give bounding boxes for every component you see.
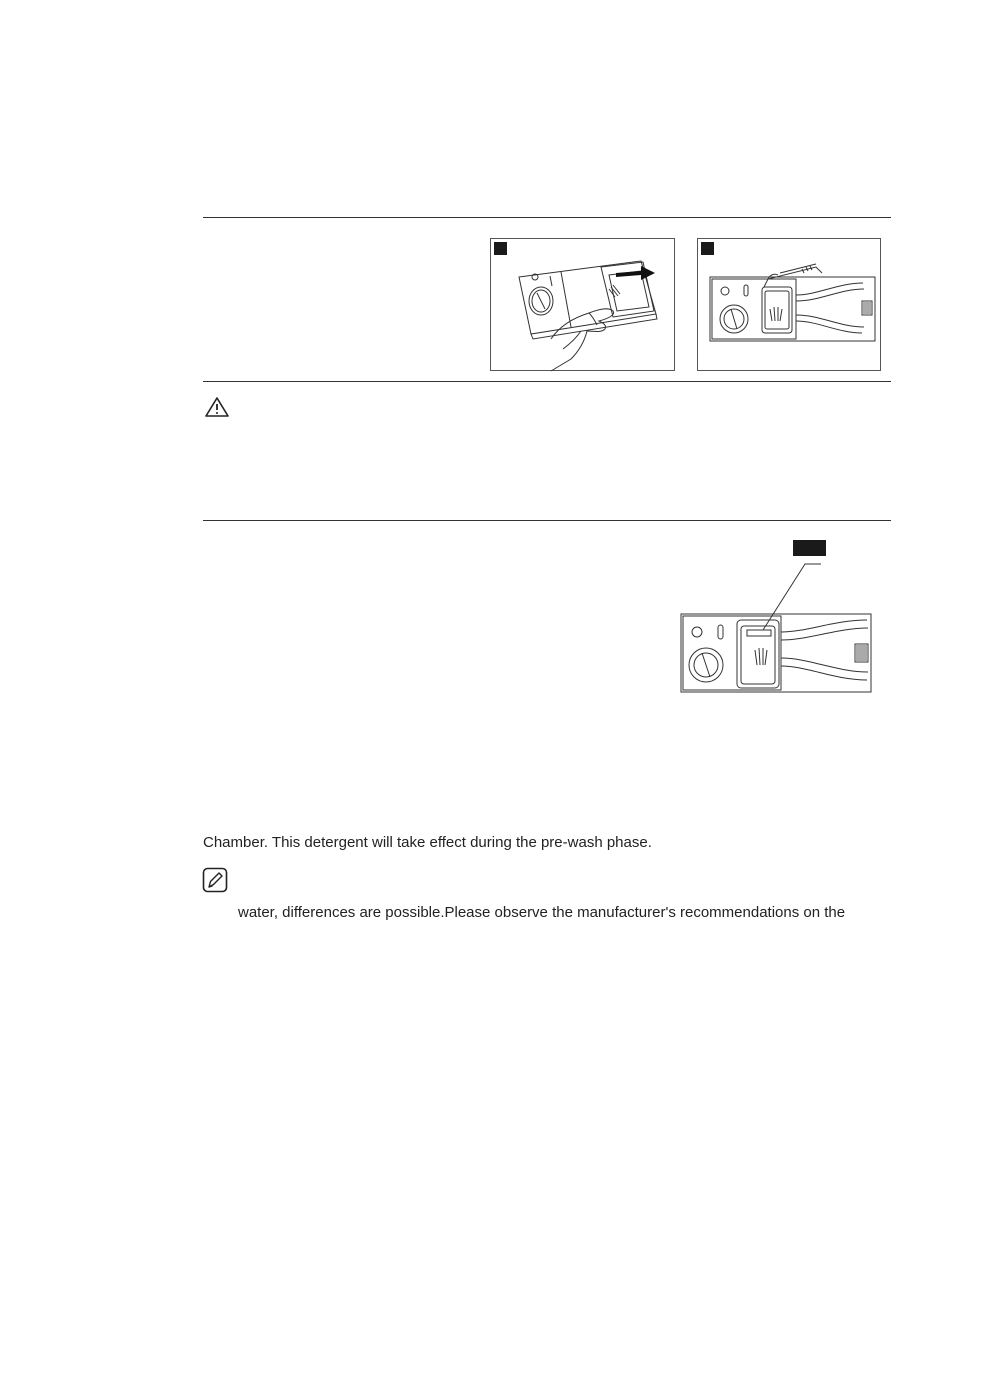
note-pencil-icon	[202, 867, 228, 893]
note-text-line: water, differences are possible.Please observe the manufacturer's recommendations on the	[238, 904, 846, 921]
dispenser-hand-illustration	[491, 239, 676, 372]
warning-triangle-icon	[204, 396, 230, 418]
figure-lid-open	[697, 238, 881, 371]
section-divider-warning	[203, 381, 891, 382]
prewash-chamber-illustration	[675, 550, 880, 695]
figure-open-lid	[490, 238, 675, 371]
prewash-instruction-text: Chamber. This detergent will take effect during the pre-wash phase.	[203, 834, 652, 851]
section-divider-top	[203, 217, 891, 218]
dispenser-open-illustration	[698, 239, 882, 372]
section-divider-prewash	[203, 520, 891, 521]
